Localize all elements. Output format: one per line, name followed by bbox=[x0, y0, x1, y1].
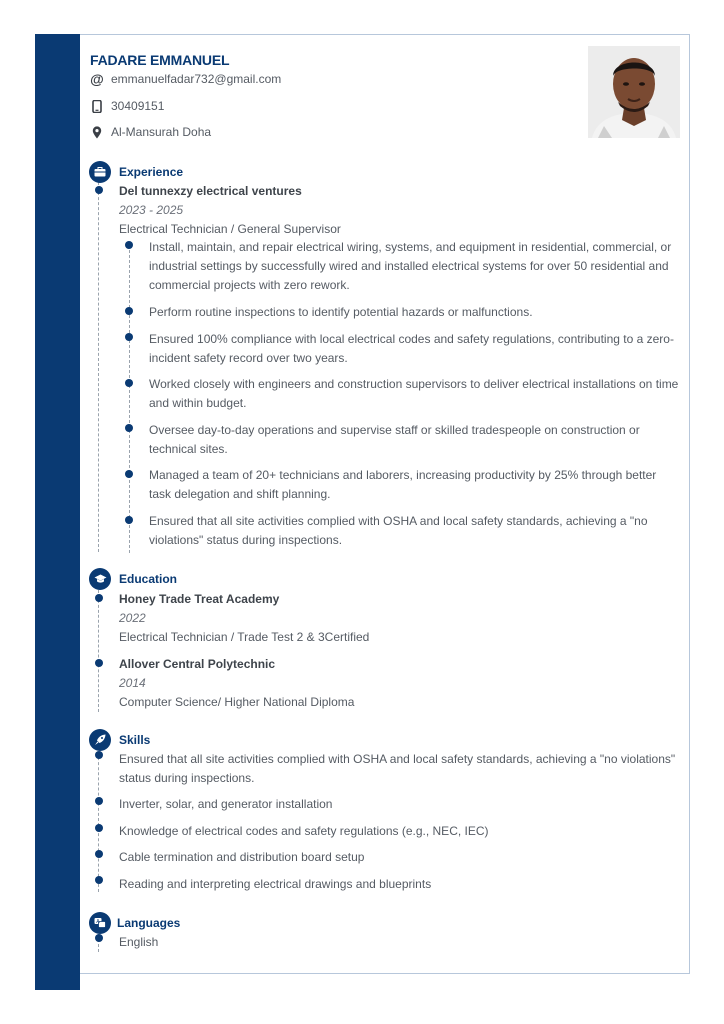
briefcase-icon bbox=[89, 161, 111, 183]
bullet-dot bbox=[125, 424, 133, 432]
rocket-icon bbox=[89, 729, 111, 751]
skill-item: Cable termination and distribution board setup bbox=[119, 850, 365, 864]
timeline-dot bbox=[95, 876, 103, 884]
education-school: Allover Central Polytechnic bbox=[119, 657, 276, 671]
phone-icon bbox=[90, 99, 104, 113]
skill-item: Inverter, solar, and generator installation bbox=[119, 797, 333, 811]
bullet-dot bbox=[125, 470, 133, 478]
education-year: 2022 bbox=[119, 611, 146, 625]
bullet-dot bbox=[125, 333, 133, 341]
experience-dates: 2023 - 2025 bbox=[119, 203, 184, 217]
experience-bullet: Ensured 100% compliance with local electrical codes and safety regulations, contributing to a zero-incident safety record over two years. bbox=[149, 332, 674, 365]
skill-item: Ensured that all site activities complied with OSHA and local safety standards, achieving a "no violations" status during inspections. bbox=[119, 752, 676, 785]
map-pin-icon bbox=[90, 125, 104, 139]
phone-text: 30409151 bbox=[111, 99, 165, 113]
email-text: emmanuelfadar732@gmail.com bbox=[111, 72, 282, 86]
timeline-dot bbox=[95, 659, 103, 667]
timeline-dot bbox=[95, 850, 103, 858]
experience-heading: Experience bbox=[119, 165, 184, 179]
timeline-dot bbox=[95, 934, 103, 942]
experience-bullet: Managed a team of 20+ technicians and laborers, increasing productivity by 25% through better task delegation and shift planning. bbox=[149, 468, 657, 501]
experience-company: Del tunnexzy electrical ventures bbox=[119, 184, 302, 198]
education-degree: Electrical Technician / Trade Test 2 & 3Certified bbox=[119, 630, 370, 644]
timeline-dot bbox=[95, 186, 103, 194]
education-timeline-line bbox=[98, 590, 99, 712]
skill-item: Reading and interpreting electrical drawings and blueprints bbox=[119, 877, 432, 891]
languages-heading: Languages bbox=[117, 916, 181, 930]
timeline-dot bbox=[95, 797, 103, 805]
experience-timeline-line bbox=[98, 182, 99, 552]
contact-location bbox=[90, 125, 211, 139]
graduation-cap-icon bbox=[89, 568, 111, 590]
skills-timeline-line bbox=[98, 752, 99, 892]
skill-item: Knowledge of electrical codes and safety regulations (e.g., NEC, IEC) bbox=[119, 824, 489, 838]
timeline-dot bbox=[95, 824, 103, 832]
language-icon bbox=[89, 912, 111, 934]
sidebar-accent-bar bbox=[35, 34, 80, 990]
location-text: Al-Mansurah Doha bbox=[111, 125, 212, 139]
experience-bullet: Install, maintain, and repair electrical wiring, systems, and equipment in residential, commercial, or industrial settings by successfully wired and installed electrical systems for over 50 residential and commercial projects with zero rework. bbox=[149, 240, 672, 292]
contact-email bbox=[90, 72, 281, 86]
education-year: 2014 bbox=[119, 676, 146, 690]
experience-bullet: Ensured that all site activities complied with OSHA and local safety standards, achieving a "no violations" status during inspections. bbox=[149, 514, 648, 547]
bullet-dot bbox=[125, 516, 133, 524]
education-heading: Education bbox=[119, 572, 178, 586]
experience-bullets-line bbox=[129, 245, 130, 553]
experience-role: Electrical Technician / General Supervisor bbox=[119, 222, 341, 236]
bullet-dot bbox=[125, 307, 133, 315]
at-icon: @ bbox=[90, 71, 104, 87]
profile-photo bbox=[588, 46, 680, 138]
timeline-dot bbox=[95, 594, 103, 602]
education-school: Honey Trade Treat Academy bbox=[119, 592, 280, 606]
bullet-dot bbox=[125, 379, 133, 387]
language-item: English bbox=[119, 935, 159, 949]
experience-bullet: Oversee day-to-day operations and supervise staff or skilled tradespeople on construction or technical sites. bbox=[149, 423, 640, 456]
experience-bullet: Worked closely with engineers and construction supervisors to deliver electrical installations on time and within budget. bbox=[149, 377, 679, 410]
bullet-dot bbox=[125, 241, 133, 249]
svg-text:A: A bbox=[96, 919, 100, 925]
timeline-dot bbox=[95, 751, 103, 759]
experience-bullet: Perform routine inspections to identify potential hazards or malfunctions. bbox=[149, 305, 533, 319]
candidate-name: FADARE EMMANUEL bbox=[90, 52, 230, 68]
contact-phone bbox=[90, 99, 164, 113]
skills-heading: Skills bbox=[119, 733, 151, 747]
education-degree: Computer Science/ Higher National Diploma bbox=[119, 695, 355, 709]
